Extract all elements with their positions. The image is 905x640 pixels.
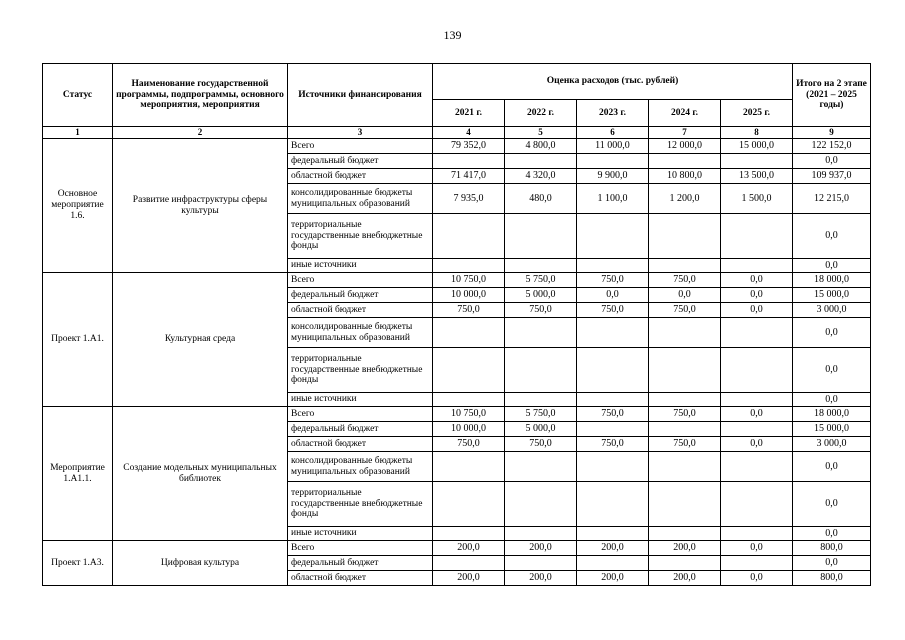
value-cell [721,348,793,393]
value-cell: 11 000,0 [577,139,649,154]
value-cell [505,482,577,527]
table-row [43,407,871,422]
header-year: 2024 г. [649,100,721,127]
value-cell: 1 100,0 [577,184,649,214]
total-cell: 15 000,0 [793,422,871,437]
value-cell: 200,0 [649,571,721,586]
value-cell: 10 000,0 [433,422,505,437]
value-cell [505,214,577,259]
total-cell: 0,0 [793,452,871,482]
table-row [43,273,871,288]
value-cell [433,154,505,169]
value-cell: 0,0 [577,288,649,303]
source-cell: областной бюджет [288,437,433,452]
value-cell [433,214,505,259]
total-cell: 12 215,0 [793,184,871,214]
value-cell [721,527,793,541]
source-cell: федеральный бюджет [288,422,433,437]
header-estimate: Оценка расходов (тыс. рублей) [433,64,793,100]
value-cell: 200,0 [649,541,721,556]
value-cell [505,393,577,407]
value-cell [433,452,505,482]
value-cell [649,556,721,571]
value-cell: 750,0 [649,273,721,288]
source-cell: иные источники [288,393,433,407]
table-row [43,541,871,556]
value-cell: 0,0 [721,571,793,586]
value-cell [577,318,649,348]
value-cell [721,422,793,437]
value-cell: 79 352,0 [433,139,505,154]
value-cell [721,393,793,407]
value-cell [649,452,721,482]
total-cell: 3 000,0 [793,437,871,452]
source-cell: консолидированные бюджеты муниципальных образований [288,318,433,348]
source-cell: иные источники [288,527,433,541]
value-cell [433,318,505,348]
value-cell [577,556,649,571]
value-cell [577,452,649,482]
total-cell: 0,0 [793,527,871,541]
value-cell: 0,0 [649,288,721,303]
header-year: 2021 г. [433,100,505,127]
value-cell [649,482,721,527]
header-sources: Источники финансирования [288,64,433,127]
header-year: 2022 г. [505,100,577,127]
value-cell [649,154,721,169]
name-cell: Культурная среда [113,273,288,407]
value-cell: 750,0 [649,407,721,422]
value-cell [721,154,793,169]
value-cell: 10 750,0 [433,273,505,288]
value-cell: 1 200,0 [649,184,721,214]
value-cell: 1 500,0 [721,184,793,214]
value-cell: 15 000,0 [721,139,793,154]
value-cell: 200,0 [505,541,577,556]
value-cell [721,452,793,482]
total-cell: 0,0 [793,318,871,348]
column-number: 8 [721,127,793,139]
source-cell: Всего [288,541,433,556]
value-cell: 0,0 [721,437,793,452]
value-cell [505,556,577,571]
value-cell [649,214,721,259]
value-cell [649,318,721,348]
value-cell: 750,0 [577,303,649,318]
source-cell: Всего [288,139,433,154]
total-cell: 18 000,0 [793,407,871,422]
value-cell [577,527,649,541]
value-cell: 200,0 [577,541,649,556]
value-cell: 480,0 [505,184,577,214]
value-cell [505,527,577,541]
value-cell: 200,0 [577,571,649,586]
value-cell: 0,0 [721,288,793,303]
value-cell: 10 800,0 [649,169,721,184]
source-cell: федеральный бюджет [288,288,433,303]
value-cell [577,482,649,527]
value-cell [433,527,505,541]
value-cell: 200,0 [433,571,505,586]
status-cell: Проект 1.А3. [43,541,113,586]
header-total: Итого на 2 этапе (2021 – 2025 годы) [793,64,871,127]
status-cell: Проект 1.А1. [43,273,113,407]
column-number: 9 [793,127,871,139]
header-year: 2025 г. [721,100,793,127]
value-cell: 4 320,0 [505,169,577,184]
value-cell [577,154,649,169]
source-cell: территориальные государственные внебюджетные фонды [288,214,433,259]
status-cell: Мероприятие 1.А1.1. [43,407,113,541]
value-cell: 13 500,0 [721,169,793,184]
source-cell: территориальные государственные внебюджетные фонды [288,482,433,527]
source-cell: областной бюджет [288,169,433,184]
value-cell [577,393,649,407]
source-cell: Всего [288,407,433,422]
total-cell: 15 000,0 [793,288,871,303]
value-cell [649,259,721,273]
source-cell: областной бюджет [288,571,433,586]
value-cell: 0,0 [721,303,793,318]
table-body [43,139,871,586]
page-number: 139 [443,28,462,42]
value-cell [433,348,505,393]
total-cell: 109 937,0 [793,169,871,184]
header-status: Статус [43,64,113,127]
value-cell: 5 000,0 [505,288,577,303]
value-cell [577,348,649,393]
value-cell [721,556,793,571]
value-cell: 750,0 [577,273,649,288]
name-cell: Развитие инфраструктуры сферы культуры [113,139,288,273]
header-name: Наименование государственной программы, подпрограммы, основного мероприятия, мероприятия [113,64,288,127]
value-cell [433,393,505,407]
value-cell [649,348,721,393]
expenditure-table [42,63,871,586]
total-cell: 18 000,0 [793,273,871,288]
value-cell: 750,0 [577,407,649,422]
column-number: 7 [649,127,721,139]
source-cell: иные источники [288,259,433,273]
value-cell [649,422,721,437]
value-cell: 0,0 [721,407,793,422]
value-cell [649,393,721,407]
column-number: 3 [288,127,433,139]
value-cell [721,318,793,348]
total-cell: 0,0 [793,482,871,527]
column-number: 1 [43,127,113,139]
value-cell: 750,0 [649,303,721,318]
value-cell [433,556,505,571]
source-cell: федеральный бюджет [288,556,433,571]
value-cell: 750,0 [505,303,577,318]
value-cell [721,259,793,273]
value-cell: 750,0 [505,437,577,452]
total-cell: 0,0 [793,214,871,259]
column-number: 6 [577,127,649,139]
value-cell: 200,0 [433,541,505,556]
source-cell: областной бюджет [288,303,433,318]
value-cell: 10 000,0 [433,288,505,303]
total-cell: 3 000,0 [793,303,871,318]
source-cell: федеральный бюджет [288,154,433,169]
value-cell: 200,0 [505,571,577,586]
total-cell: 0,0 [793,348,871,393]
value-cell: 0,0 [721,273,793,288]
value-cell [721,214,793,259]
column-number: 5 [505,127,577,139]
total-cell: 0,0 [793,259,871,273]
total-cell: 122 152,0 [793,139,871,154]
name-cell: Создание модельных муниципальных библиотек [113,407,288,541]
value-cell [505,452,577,482]
value-cell: 750,0 [433,437,505,452]
value-cell [433,482,505,527]
value-cell [577,259,649,273]
value-cell [433,259,505,273]
status-cell: Основное мероприятие 1.6. [43,139,113,273]
total-cell: 800,0 [793,541,871,556]
name-cell: Цифровая культура [113,541,288,586]
column-number: 2 [113,127,288,139]
value-cell: 5 750,0 [505,273,577,288]
value-cell: 750,0 [577,437,649,452]
total-cell: 0,0 [793,154,871,169]
source-cell: территориальные государственные внебюджетные фонды [288,348,433,393]
value-cell [721,482,793,527]
value-cell [577,214,649,259]
column-number: 4 [433,127,505,139]
value-cell [505,348,577,393]
header-year: 2023 г. [577,100,649,127]
total-cell: 0,0 [793,556,871,571]
value-cell [505,154,577,169]
value-cell: 750,0 [433,303,505,318]
source-cell: Всего [288,273,433,288]
value-cell [649,527,721,541]
value-cell [577,422,649,437]
value-cell: 10 750,0 [433,407,505,422]
table-row [43,139,871,154]
value-cell: 4 800,0 [505,139,577,154]
value-cell [505,318,577,348]
source-cell: консолидированные бюджеты муниципальных образований [288,184,433,214]
source-cell: консолидированные бюджеты муниципальных образований [288,452,433,482]
value-cell: 5 750,0 [505,407,577,422]
value-cell [505,259,577,273]
value-cell: 750,0 [649,437,721,452]
value-cell: 12 000,0 [649,139,721,154]
value-cell: 5 000,0 [505,422,577,437]
value-cell: 0,0 [721,541,793,556]
value-cell: 9 900,0 [577,169,649,184]
value-cell: 71 417,0 [433,169,505,184]
total-cell: 0,0 [793,393,871,407]
total-cell: 800,0 [793,571,871,586]
value-cell: 7 935,0 [433,184,505,214]
